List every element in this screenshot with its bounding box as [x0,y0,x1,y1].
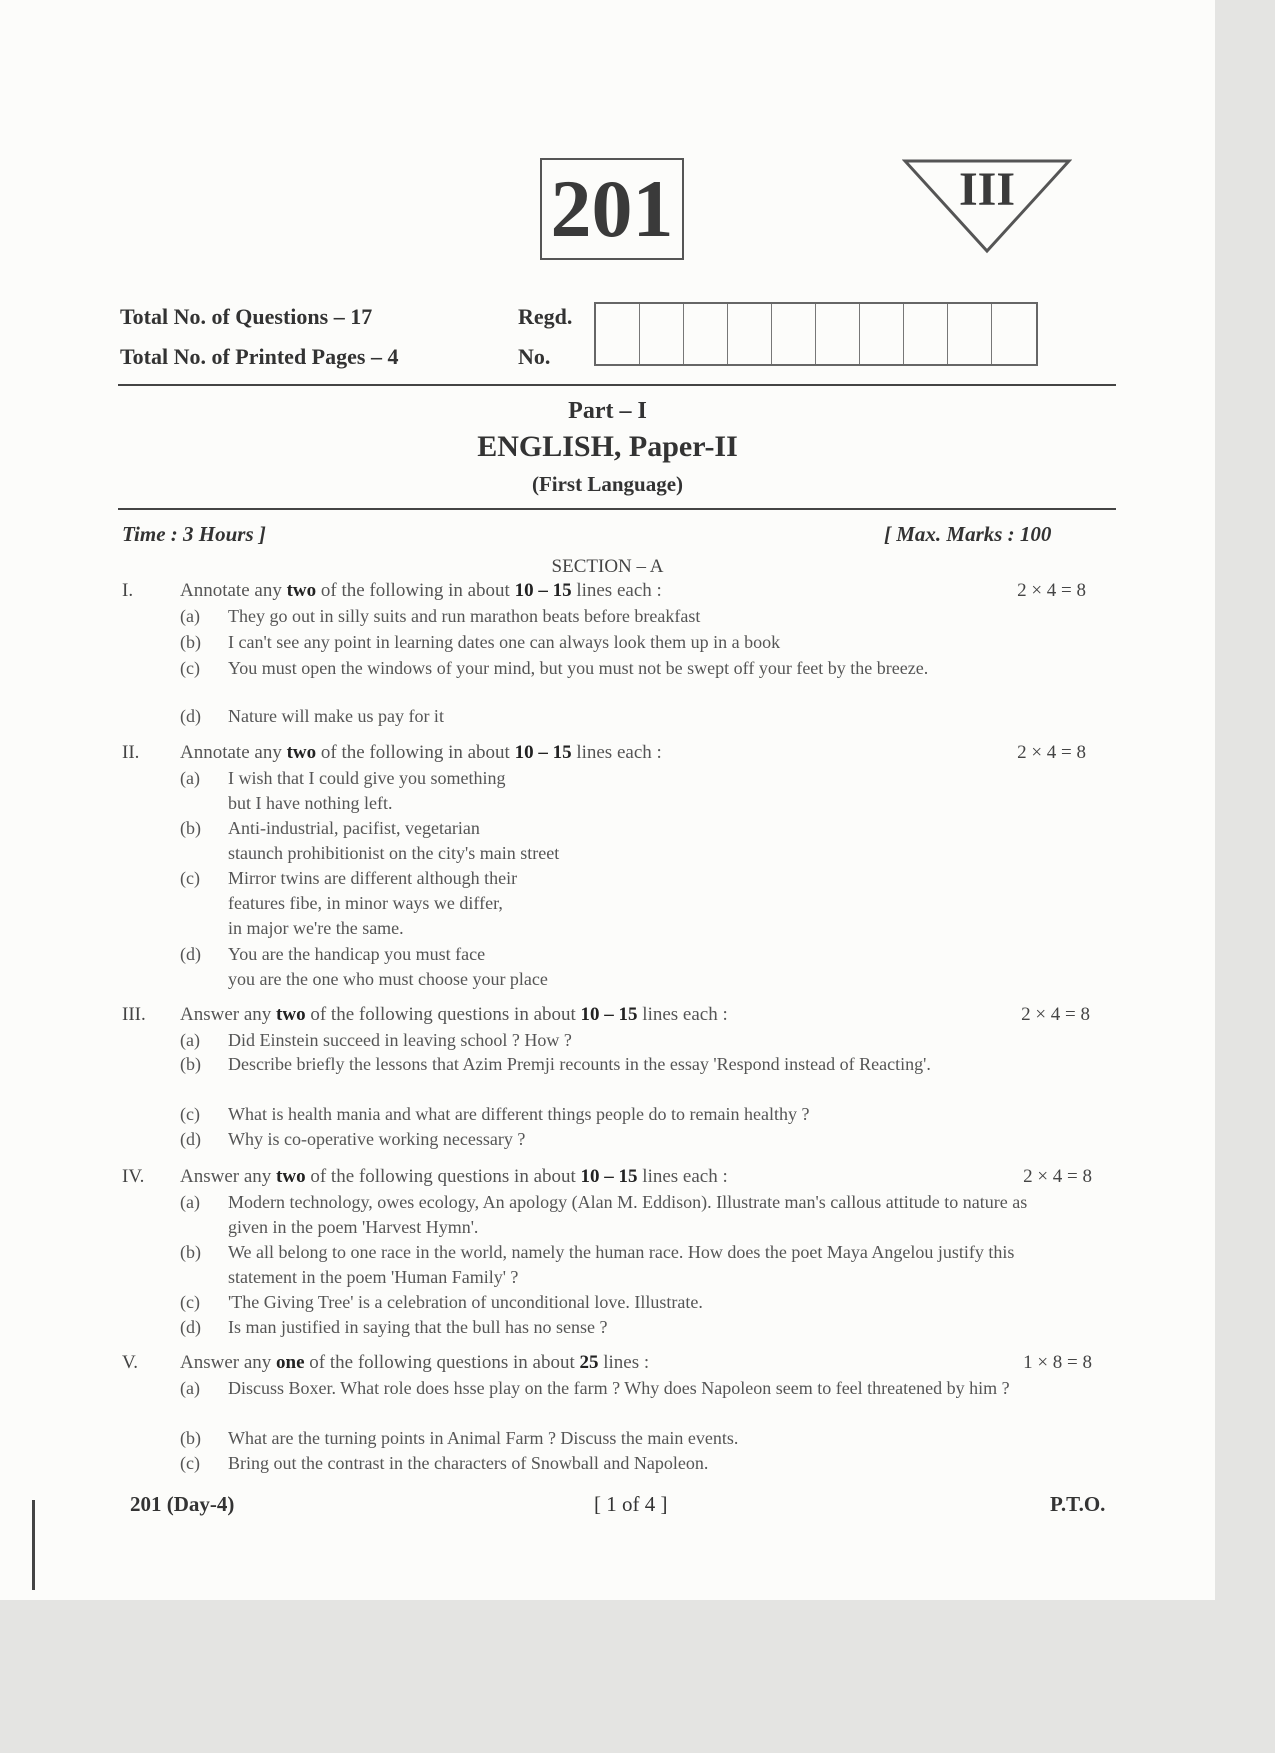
sub-question: (c) What is health mania and what are different things people do to remain healthy ? [180,1104,810,1124]
regd-no-label: No. [518,344,551,369]
question-number: I. [122,580,134,601]
sub-question: (c) Bring out the contrast in the characters of Snowball and Napoleon. [180,1453,709,1473]
sub-question: (b) Describe briefly the lessons that Azim Premji recounts in the essay 'Respond instead of Reacting'. [180,1054,931,1074]
sub-question: (c) Mirror twins are different although their features fibe, in minor ways we differ, in major we're the same. [180,868,518,938]
regd-number-boxes[interactable] [594,302,1038,366]
section-heading: SECTION – A [551,556,664,577]
binding-mark [32,1500,35,1590]
sub-question: (a) Modern technology, owes ecology, An apology (Alan M. Eddison). Illustrate man's callous attitude to nature as given in the poem 'Harvest Hymn'. [180,1192,1028,1237]
subject-title: ENGLISH, Paper-II [477,430,738,463]
question-instruction: Annotate any two of the following in about 10 – 15 lines each : [180,742,662,763]
set-label: III [958,163,1016,216]
regd-digit-box[interactable] [860,304,904,364]
part-title: Part – I [568,398,647,424]
sub-question: (d) You are the handicap you must face you are the one who must choose your place [180,944,548,989]
max-marks-label: [ Max. Marks : 100 [884,522,1052,546]
sub-question: (a) They go out in silly suits and run marathon beats before breakfast [180,606,701,626]
regd-digit-box[interactable] [640,304,684,364]
sub-question: (a) Discuss Boxer. What role does hsse play on the farm ? Why does Napoleon seem to feel threatened by him ? [180,1378,1010,1398]
regd-digit-box[interactable] [992,304,1036,364]
divider-top [118,384,1116,386]
regd-digit-box[interactable] [772,304,816,364]
sub-question: (b) What are the turning points in Animal Farm ? Discuss the main events. [180,1428,739,1448]
question-number: IV. [122,1166,145,1187]
regd-digit-box[interactable] [596,304,640,364]
sub-question: (a) I wish that I could give you something but I have nothing left. [180,768,506,813]
paper-code: 201 [550,163,674,254]
question-instruction: Annotate any two of the following in about 10 – 15 lines each : [180,580,662,601]
regd-digit-box[interactable] [816,304,860,364]
sub-question: (d) Why is co-operative working necessary ? [180,1129,526,1149]
paper-code-box [540,158,684,260]
question-marks: 1 × 8 = 8 [1023,1352,1092,1373]
question-number: III. [122,1004,146,1025]
total-pages: Total No. of Printed Pages – 4 [120,344,399,369]
total-questions: Total No. of Questions – 17 [120,304,373,329]
question-instruction: Answer any two of the following questions in about 10 – 15 lines each : [180,1166,728,1187]
question-number: V. [122,1352,139,1373]
question-marks: 2 × 4 = 8 [1017,580,1086,601]
language-subtitle: (First Language) [531,472,684,496]
sub-question: (c) You must open the windows of your mind, but you must not be swept off your feet by the breeze. [180,658,929,678]
question-instruction: Answer any two of the following questions in about 10 – 15 lines each : [180,1004,728,1025]
question-number: II. [122,742,140,763]
footer-page-number: [ 1 of 4 ] [594,1492,668,1516]
footer-paper-code: 201 (Day-4) [130,1492,235,1516]
question-instruction: Answer any one of the following questions in about 25 lines : [180,1352,650,1373]
divider-bottom [118,508,1116,510]
sub-question: (b) We all belong to one race in the world, namely the human race. How does the poet Maya Angelou justify this statement in the poem 'Human Family' ? [180,1242,1015,1287]
question-marks: 2 × 4 = 8 [1021,1004,1090,1025]
sub-question: (d) Is man justified in saying that the bull has no sense ? [180,1317,608,1337]
regd-digit-box[interactable] [684,304,728,364]
regd-digit-box[interactable] [904,304,948,364]
regd-digit-box[interactable] [728,304,772,364]
sub-question: (c) 'The Giving Tree' is a celebration of unconditional love. Illustrate. [180,1292,703,1312]
question-marks: 2 × 4 = 8 [1017,742,1086,763]
sub-question: (b) I can't see any point in learning dates one can always look them up in a book [180,632,781,652]
regd-label: Regd. [518,304,573,329]
sub-question: (b) Anti-industrial, pacifist, vegetarian staunch prohibitionist on the city's main street [180,818,560,863]
footer-pto: P.T.O. [1050,1492,1106,1516]
question-marks: 2 × 4 = 8 [1023,1166,1092,1187]
regd-digit-box[interactable] [948,304,992,364]
time-label: Time : 3 Hours ] [122,522,266,546]
sub-question: (d) Nature will make us pay for it [180,706,444,726]
sub-question: (a) Did Einstein succeed in leaving school ? How ? [180,1030,572,1050]
